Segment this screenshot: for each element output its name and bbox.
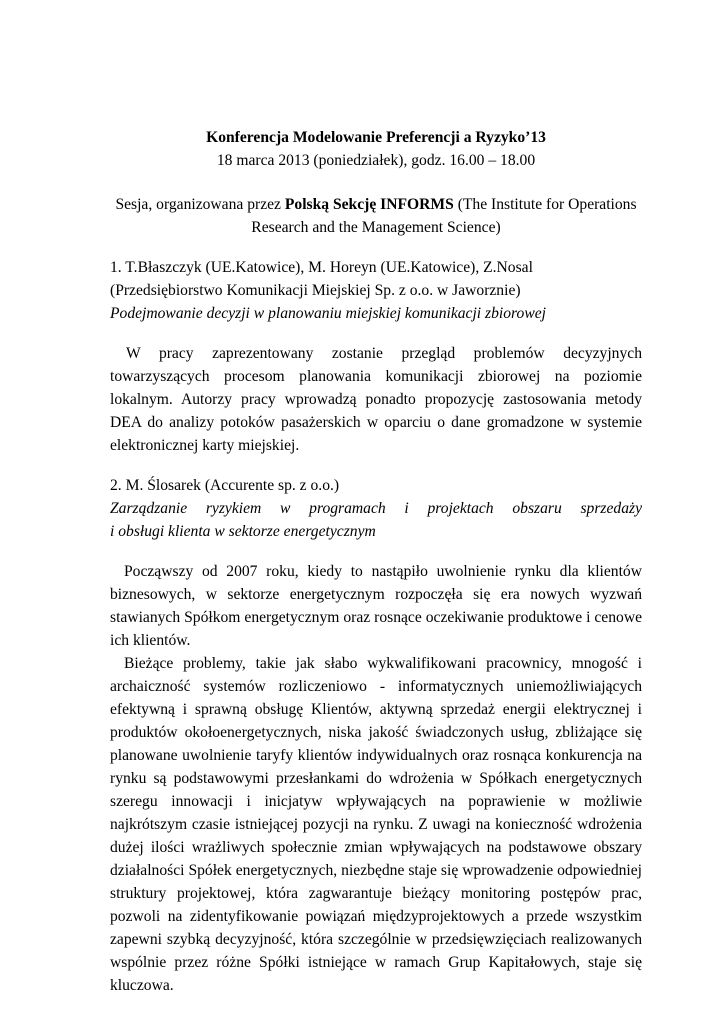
- talk-1-abstract: W pracy zaprezentowany zostanie przegląd problemów decyzyjnych towarzyszących procesom planowania komunikacji zbiorowej na poziomie lokalnym. Autorzy pracy wprowadzą ponadto propozycję zastosowania metody DEA do analizy potoków pasażerskich w oparciu o dane gromadzone w systemie elektronicznej karty miejskiej.: [110, 345, 642, 454]
- session-info: Sesja, organizowana przez Polską Sekcję INFORMS (The Institute for Operations Research and the Management Science): [115, 196, 637, 236]
- talk-2-abstract-p1: Począwszy od 2007 roku, kiedy to nastąpiło uwolnienie rynku dla klientów biznesowych, w sektorze energetycznym rozpoczęła się era nowych wyzwań stawianych Spółkom energetycznym oraz rosnące oczekiwanie produktowe i cenowe ich klientów.: [110, 563, 642, 649]
- talk-1-authors: 1. T.Błaszczyk (UE.Katowice), M. Horeyn (UE.Katowice), Z.Nosal (Przedsiębiorstwo Komunikacji Miejskiej Sp. z o.o. w Jaworznie): [110, 259, 533, 299]
- session-organizer: Polską Sekcję INFORMS: [284, 196, 454, 213]
- talk-2-abstract-p2: Bieżące problemy, takie jak słabo wykwalifikowani pracownicy, mnogość i archaiczność systemów rozliczeniowo - informatycznych uniemożliwiających efektywną i sprawną obsługę Klientów, aktywną sprzedaż energii elektrycznej i produktów okołoenergetycznych, niska jakość świadczonych usług, zbliżające się planowane uwolnienie taryfy klientów indywidualnych oraz rosnąca konkurencja na rynku są podstawowymi przesłankami do wdrożenia w Spółkach energetycznych szeregu innowacji i inicjatyw wpływających na poprawienie w możliwie najkrótszym czasie istniejącej pozycji na rynku. Z uwagi na konieczność wdrożenia dużej ilości wrażliwych społecznie zmian wpływających na podstawowe obszary działalności Spółek energetycznych, niezbędne staje się wprowadzenie odpowiedniej struktury projektowej, która zagwarantuje bieżący monitoring postępów prac, pozwoli na zidentyfikowanie powiązań międzyprojektowych a przede wszystkim zapewni szybką decyzyjność, która szczególnie w przedsięwzięciach realizowanych wspólnie przez różne Spółki istniejące w ramach Grup Kapitałowych, staje się kluczowa.: [110, 655, 642, 994]
- conference-date: 18 marca 2013 (poniedziałek), godz. 16.00 – 18.00: [216, 152, 536, 169]
- conference-title: Konferencja Modelowanie Preferencji a Ryzyko’13: [206, 129, 546, 146]
- talk-2-title-line2: i obsługi klienta w sektorze energetycznym: [110, 523, 376, 540]
- talk-1-title: Podejmowanie decyzji w planowaniu miejskiej komunikacji zbiorowej: [110, 305, 546, 322]
- talk-2-title-line1: Zarządzanie ryzykiem w programach i projektach obszaru sprzedaży: [110, 500, 642, 517]
- talk-2-authors: 2. M. Ślosarek (Accurente sp. z o.o.): [110, 477, 340, 494]
- document-content: [110, 126, 642, 997]
